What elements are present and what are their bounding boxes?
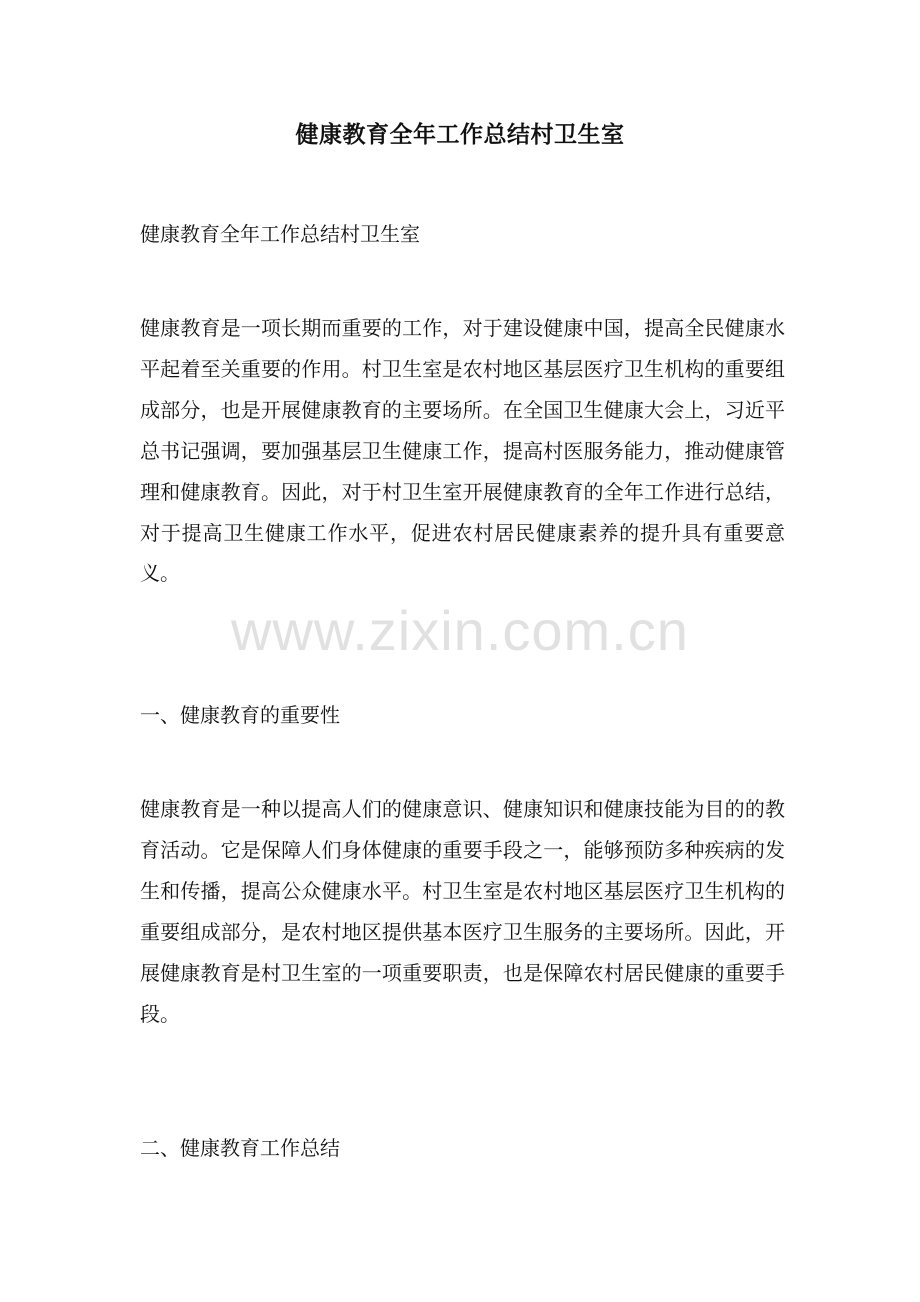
- section-heading-importance: 一、健康教育的重要性: [140, 703, 340, 727]
- importance-paragraph: 健康教育是一种以提高人们的健康意识、健康知识和健康技能为目的的教育活动。它是保障人们身体健康的重要手段之一，能够预防多种疾病的发生和传播，提高公众健康水平。村卫生室是农村地区基层医疗卫生机构的重要组成部分，是农村地区提供基本医疗卫生服务的主要场所。因此，开展健康教育是村卫生室的一项重要职责，也是保障农村居民健康的重要手段。: [140, 797, 785, 1026]
- watermark: www.zixin.com.cn: [231, 599, 689, 662]
- document-title: 健康教育全年工作总结村卫生室: [295, 121, 625, 148]
- document-subtitle: 健康教育全年工作总结村卫生室: [140, 222, 420, 246]
- section-heading-summary: 二、健康教育工作总结: [140, 1136, 340, 1160]
- intro-paragraph: 健康教育是一项长期而重要的工作，对于建设健康中国，提高全民健康水平起着至关重要的作用。村卫生室是农村地区基层医疗卫生机构的重要组成部分，也是开展健康教育的主要场所。在全国卫生健康大会上，习近平总书记强调，要加强基层卫生健康工作，提高村医服务能力，推动健康管理和健康教育。因此，对于村卫生室开展健康教育的全年工作进行总结，对于提高卫生健康工作水平，促进农村居民健康素养的提升具有重要意义。: [140, 316, 785, 586]
